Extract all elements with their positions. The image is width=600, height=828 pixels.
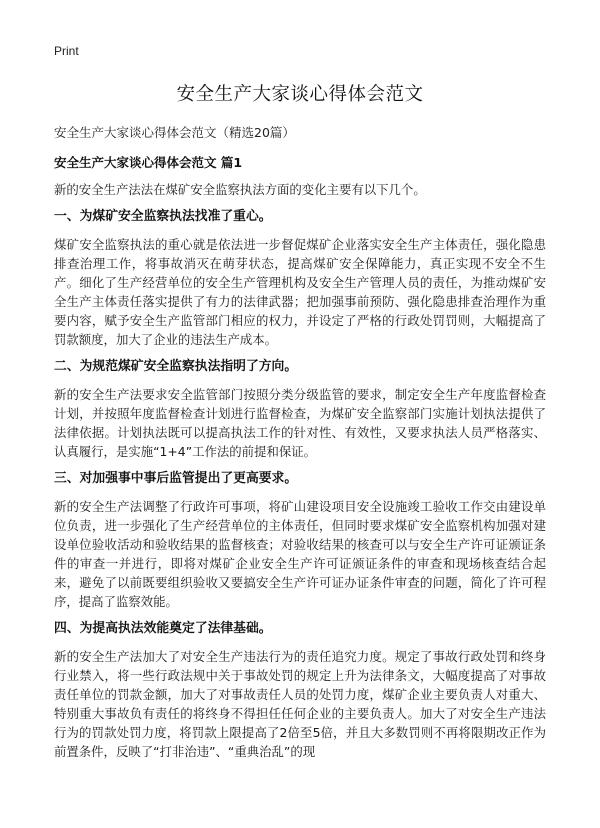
section-heading-4: 四、为提高执法效能奠定了法律基础。 — [54, 621, 272, 636]
section-heading-1: 一、为煤矿安全监察执法找准了重心。 — [54, 209, 272, 224]
document-subtitle: 安全生产大家谈心得体会范文（精选20篇） — [54, 125, 295, 140]
section-body-2: 新的安全生产法要求安全监管部门按照分类分级监管的要求，制定安全生产年度监督检查计划，并按照年度监督检查计划进行监督检查，为煤矿安全监察部门实施计划执法提供了法律依据。计划执法既可以提高执法工作的针对性、有效性，又要求执法人员严格落实、认真履行，是实施“1+4”工作法的前提和保证。 — [54, 387, 546, 459]
section-body-4: 新的安全生产法加大了对安全生产违法行为的责任追究力度。规定了事故行政处罚和终身行业禁入，将一些行政法规中关于事故处罚的规定上升为法律条文，大幅度提高了对事故责任单位的罚款金额，加大了对事故责任人员的处罚力度，煤矿企业主要负责人对重大、特别重大事故负有责任的将终身不得担任任何企业的主要负责人。加大了对安全生产违法行为的罚款处罚力度，将罚款上限提高了2倍至5倍，并且大多数罚则不再将限期改正作为前置条件，反映了“打非治违”、“重典治乱”的现 — [54, 649, 546, 759]
section-heading-2: 二、为规范煤矿安全监察执法指明了方向。 — [54, 359, 298, 374]
section-heading-3: 三、对加强事中事后监管提出了更高要求。 — [54, 471, 298, 486]
print-label: Print — [54, 44, 79, 58]
article-heading: 安全生产大家谈心得体会范文 篇1 — [54, 155, 243, 170]
intro-paragraph: 新的安全生产法法在煤矿安全监察执法方面的变化主要有以下几个。 — [54, 182, 426, 197]
section-body-3: 新的安全生产法调整了行政许可事项，将矿山建设项目安全设施竣工验收工作交由建设单位负责，进一步强化了生产经营单位的主体责任，但同时要求煤矿安全监察机构加强对建设单位验收活动和验收结果的监督核查；对验收结果的核查可以与安全生产许可证颁证条件的审查一并进行，即将对煤矿企业安全生产许可证颁证条件的审查和现场核查结合起来，避免了以前既要组织验收又要搞安全生产许可证办证条件审查的问题，简化了许可程序，提高了监察效能。 — [54, 499, 546, 609]
article-content — [54, 180, 546, 769]
section-body-1: 煤矿安全监察执法的重心就是依法进一步督促煤矿企业落实安全生产主体责任，强化隐患排查治理工作，将事故消灭在萌芽状态，提高煤矿安全保障能力，真正实现不安全不生产。细化了生产经营单位的安全生产管理机构及安全生产管理人员的责任，为推动煤矿安全生产主体责任落实提供了有力的法律武器；把加强事前预防、强化隐患排查治理作为重要内容，赋予安全生产监管部门相应的权力，并设定了严格的行政处罚罚则，大幅提高了罚款额度，加大了企业的违法生产成本。 — [54, 237, 546, 347]
document-title: 安全生产大家谈心得体会范文 — [176, 84, 424, 105]
